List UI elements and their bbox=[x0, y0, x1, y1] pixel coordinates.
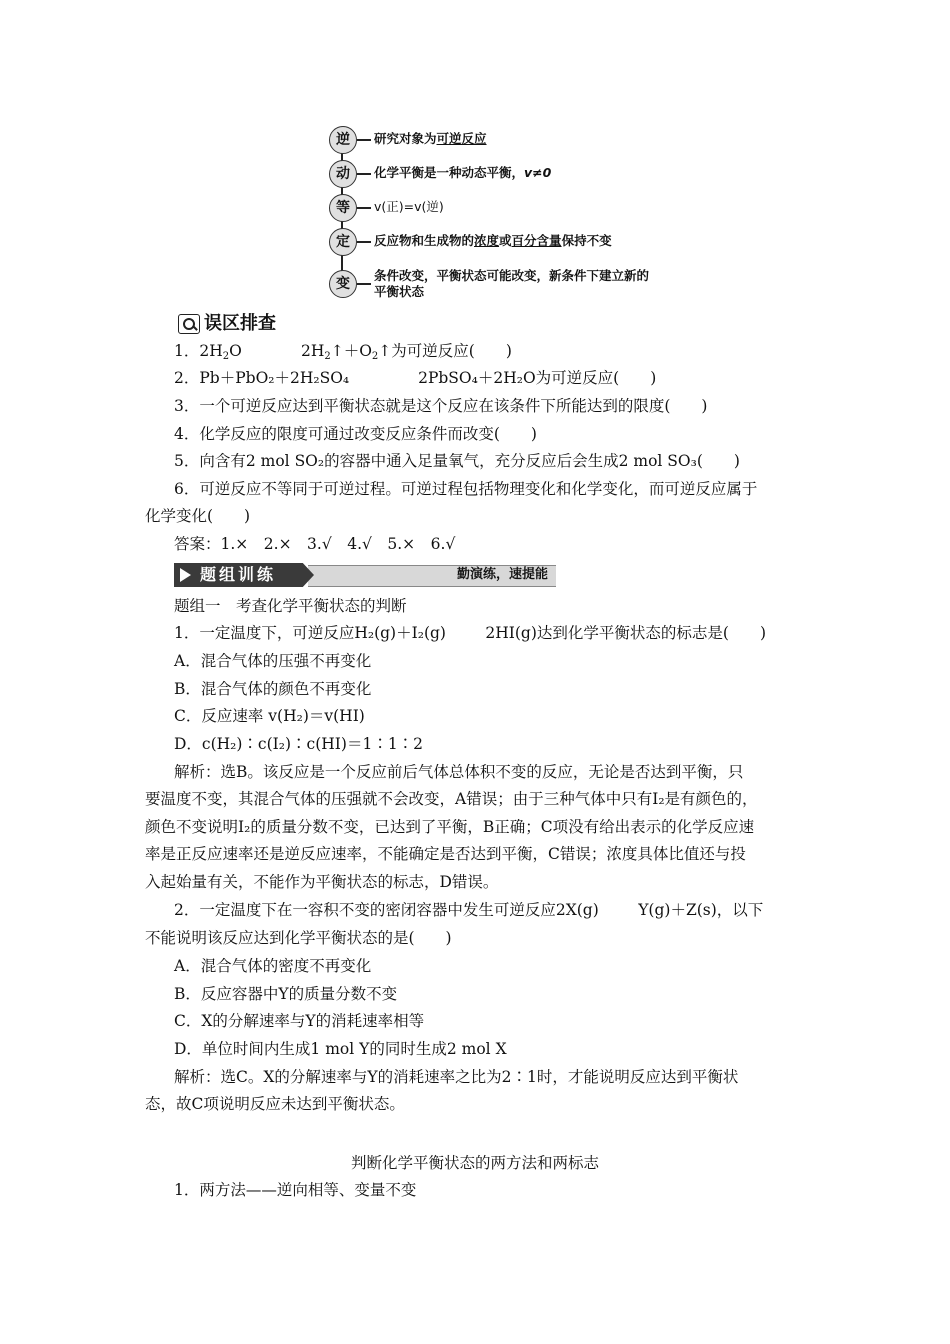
node-dong-text: 化学平衡是一种动态平衡，v≠0 bbox=[374, 165, 552, 180]
answer-line: 答案：1.× 2.× 3.√ 4.√ 5.× 6.√ bbox=[174, 535, 456, 553]
question-stem: 1．一定温度下，可逆反应H₂(g)＋I₂(g) 2HI(g)达到化学平衡状态的标志是( ) bbox=[174, 624, 766, 642]
node-bian: 变 bbox=[329, 270, 357, 298]
option-b: B．反应容器中Y的质量分数不变 bbox=[174, 985, 398, 1003]
node-ni-text: 研究对象为可逆反应 bbox=[374, 131, 487, 146]
node-ni: 逆 bbox=[329, 126, 357, 154]
analysis-line: 要温度不变，其混合气体的压强就不会改变，A错误；由于三种气体中只有I₂是有颜色的， bbox=[145, 790, 758, 808]
option-a: A．混合气体的压强不再变化 bbox=[174, 652, 372, 670]
banner-subtitle: 勤演练，速提能 bbox=[456, 567, 548, 582]
dash bbox=[357, 241, 371, 243]
list-item: 5．向含有2 mol SO₂的容器中通入足量氧气，充分反应后会生成2 mol SO₃( ) bbox=[174, 452, 740, 470]
list-item: 3．一个可逆反应达到平衡状态就是这个反应在该条件下所能达到的限度( ) bbox=[174, 397, 708, 415]
node-deng-text: v(正)=v(逆) bbox=[374, 199, 444, 214]
node-ding: 定 bbox=[329, 228, 357, 256]
question-stem: 2．一定温度下在一容积不变的密闭容器中发生可逆反应2X(g) Y(g)＋Z(s)，以下 bbox=[174, 901, 764, 919]
option-d: D．c(H₂)∶c(I₂)∶c(HI)＝1∶1∶2 bbox=[174, 735, 424, 753]
list-item: 4．化学反应的限度可通过改变反应条件而改变( ) bbox=[174, 425, 537, 443]
option-a: A．混合气体的密度不再变化 bbox=[174, 957, 372, 975]
dash bbox=[357, 139, 371, 141]
list-item: 1．$2H_2O$ $2H_2↑+O_2↑$为可逆反应( ) bbox=[174, 342, 512, 362]
analysis-line: 解析：选C。X的分解速率与Y的消耗速率之比为2∶1时，才能说明反应达到平衡状 bbox=[174, 1068, 739, 1086]
section-title: 误区排查 bbox=[204, 313, 276, 334]
node-ding-text: 反应物和生成物的浓度或百分含量保持不变 bbox=[374, 233, 612, 248]
list-item: 6．可逆反应不等同于可逆过程。可逆过程包括物理变化和化学变化，而可逆反应属于 bbox=[174, 480, 758, 498]
option-d: D．单位时间内生成1 mol Y的同时生成2 mol X bbox=[174, 1040, 507, 1058]
section-banner bbox=[174, 563, 556, 587]
magnifier-icon bbox=[178, 314, 200, 334]
analysis-line: 入起始量有关，不能作为平衡状态的标志，D错误。 bbox=[145, 873, 499, 891]
option-c: C．X的分解速率与Y的消耗速率相等 bbox=[174, 1012, 425, 1030]
dash bbox=[357, 173, 371, 175]
option-c: C．反应速率 v(H₂)＝v(HI) bbox=[174, 707, 365, 725]
option-b: B．混合气体的颜色不再变化 bbox=[174, 680, 372, 698]
play-icon bbox=[180, 568, 191, 582]
analysis-line: 解析：选B。该反应是一个反应前后气体总体积不变的反应，无论是否达到平衡，只 bbox=[174, 763, 744, 781]
analysis-line: 态，故C项说明反应未达到平衡状态。 bbox=[145, 1095, 405, 1113]
dash bbox=[357, 207, 371, 209]
summary-item: 1．两方法——逆向相等、变量不变 bbox=[174, 1181, 417, 1199]
node-dong: 动 bbox=[329, 160, 357, 188]
list-item: 化学变化( ) bbox=[145, 507, 251, 525]
summary-title: 判断化学平衡状态的两方法和两标志 bbox=[350, 1154, 599, 1172]
node-deng: 等 bbox=[329, 194, 357, 222]
section-heading bbox=[178, 313, 276, 335]
list-item: 2．Pb＋PbO₂＋2H₂SO₄ 2PbSO₄＋2H₂O为可逆反应( ) bbox=[174, 369, 657, 387]
group-title: 题组一 考查化学平衡状态的判断 bbox=[174, 597, 407, 615]
question-stem: 不能说明该反应达到化学平衡状态的是( ) bbox=[145, 929, 452, 947]
node-bian-text: 条件改变，平衡状态可能改变，新条件下建立新的 平衡状态 bbox=[374, 268, 650, 299]
analysis-line: 颜色不变说明I₂的质量分数不变，已达到了平衡，B正确；C项没有给出表示的化学反应速 bbox=[145, 818, 755, 836]
banner-title: 题组训练 bbox=[200, 565, 277, 584]
dash bbox=[357, 283, 371, 285]
concept-diagram bbox=[322, 120, 682, 305]
analysis-line: 率是正反应速率还是逆反应速率，不能确定是否达到平衡，C错误；浓度具体比值还与投 bbox=[145, 845, 746, 863]
